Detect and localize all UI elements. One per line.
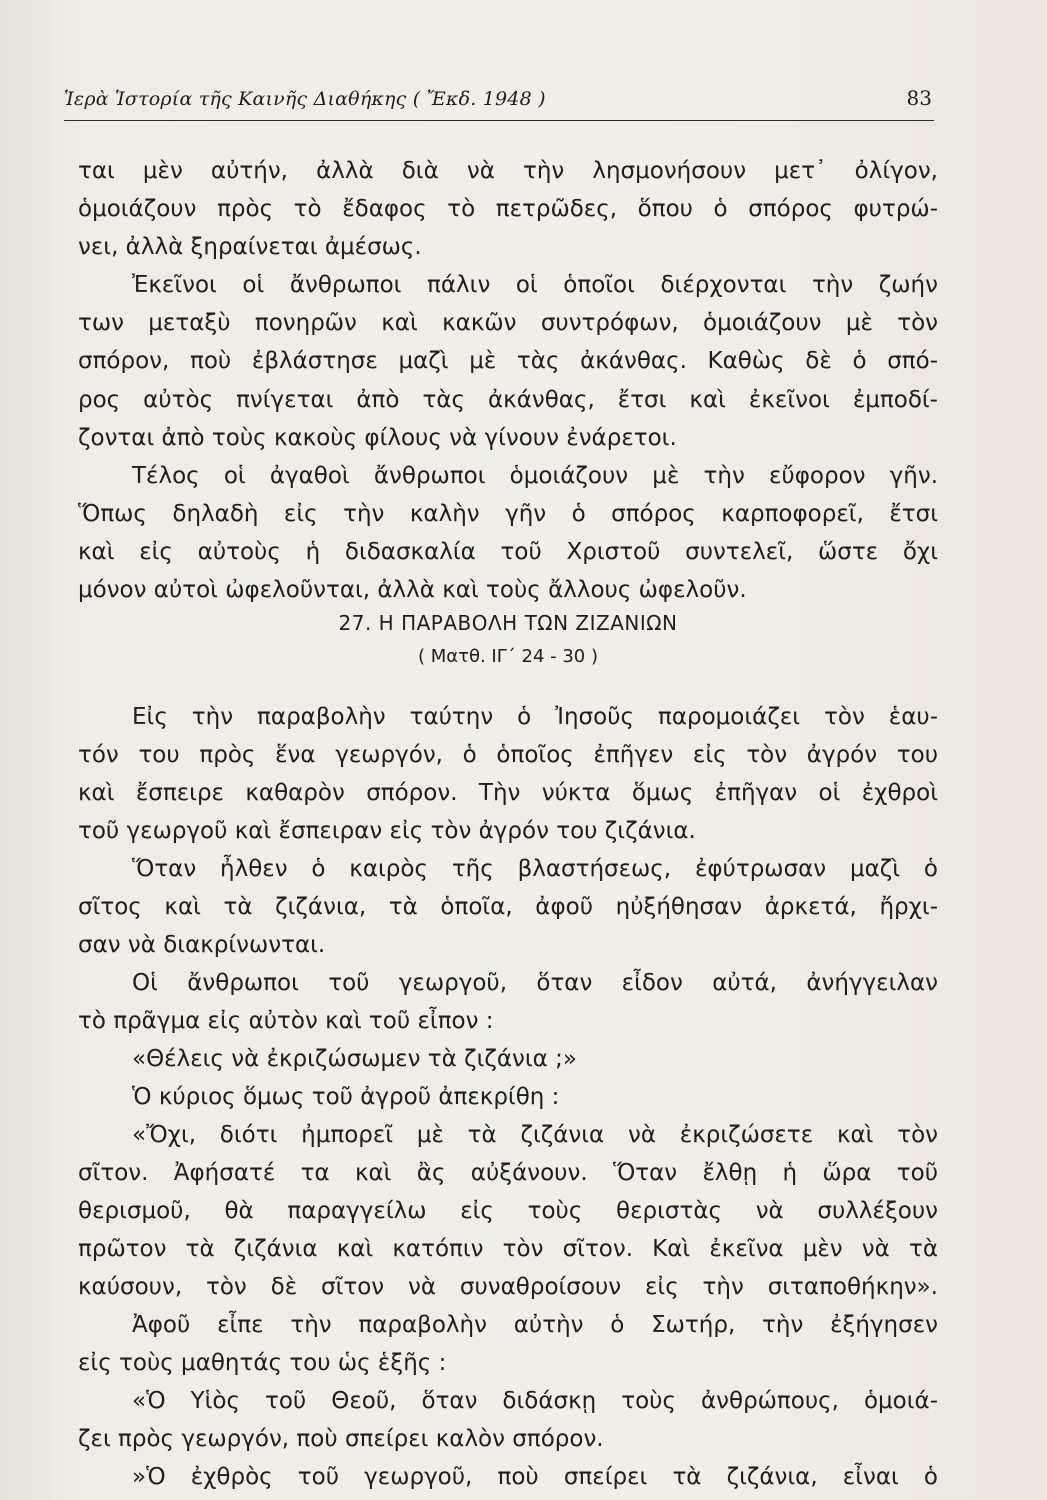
text-line: εἰς τοὺς μαθητάς του ὡς ἑξῆς : [78, 1350, 447, 1376]
text-line: των μεταξὺ πονηρῶν καὶ κακῶν συντρόφων, ὁμοιάζουν μὲ τὸν [78, 310, 938, 336]
text-line: σῖτον. Ἀφήσατέ τα καὶ ἂς αὐξάνουν. Ὅταν ἔλθῃ ἡ ὥρα τοῦ [78, 1160, 938, 1186]
text-line: τὸ πρᾶγμα εἰς αὐτὸν καὶ τοῦ εἶπον : [78, 1008, 494, 1034]
text-line: «Ὁ Υἱὸς τοῦ Θεοῦ, ὅταν διδάσκῃ τοὺς ἀνθρώπους, ὁμοιά- [132, 1388, 938, 1414]
text-line: «Ὄχι, διότι ἠμπορεῖ μὲ τὰ ζιζάνια νὰ ἐκριζώσετε καὶ τὸν [132, 1122, 938, 1148]
text-line: μόνον αὐτοὶ ὠφελοῦνται, ἀλλὰ καὶ τοὺς ἄλλους ὠφελοῦν. [78, 577, 747, 603]
text-line: καύσουν, τὸν δὲ σῖτον νὰ συναθροίσουν εἰς τὴν σιταποθήκην». [78, 1274, 938, 1300]
text-line: καὶ ἔσπειρε καθαρὸν σπόρον. Τὴν νύκτα ὅμως ἐπῆγαν οἱ ἐχθροὶ [78, 780, 938, 806]
scripture-reference: ( Ματθ. ΙΓ΄ 24 - 30 ) [418, 646, 598, 667]
text-line: «Θέλεις νὰ ἐκριζώσωμεν τὰ ζιζάνια ;» [132, 1046, 577, 1072]
text-line: Ἀφοῦ εἶπε τὴν παραβολὴν αὐτὴν ὁ Σωτήρ, τὴν ἐξήγησεν [132, 1312, 938, 1338]
book-title: Ἱερὰ Ἱστορία τῆς Καινῆς Διαθήκης ( Ἔκδ. 1948 ) [64, 88, 546, 110]
text-line: ρος αὐτὸς πνίγεται ἀπὸ τὰς ἀκάνθας, ἔτσι καὶ ἐκεῖνοι ἐμποδί- [78, 387, 938, 413]
running-header [64, 86, 934, 121]
text-line: Τέλος οἱ ἀγαθοὶ ἄνθρωποι ὁμοιάζουν μὲ τὴν εὔφορον γῆν. [132, 463, 938, 489]
text-line: Ὅπως δηλαδὴ εἰς τὴν καλὴν γῆν ὁ σπόρος καρποφορεῖ, ἔτσι [78, 501, 938, 527]
text-line: ζει πρὸς γεωργόν, ποὺ σπείρει καλὸν σπόρον. [78, 1426, 604, 1452]
text-line: τόν του πρὸς ἕνα γεωργόν, ὁ ὁποῖος ἐπῆγεν εἰς τὸν ἀγρόν του [78, 742, 938, 768]
text-line: σῖτος καὶ τὰ ζιζάνια, τὰ ὁποῖα, ἀφοῦ ηὐξήθησαν ἀρκετά, ἤρχι- [78, 894, 938, 920]
text-line: νει, ἀλλὰ ξηραίνεται ἀμέσως. [78, 234, 422, 260]
text-line: καὶ εἰς αὐτοὺς ἡ διδασκαλία τοῦ Χριστοῦ συντελεῖ, ὥστε ὄχι [78, 539, 938, 565]
text-line: τοῦ γεωργοῦ καὶ ἔσπειραν εἰς τὸν ἀγρόν του ζιζάνια. [78, 818, 696, 844]
text-line: Ἐκεῖνοι οἱ ἄνθρωποι πάλιν οἱ ὁποῖοι διέρχονται τὴν ζωήν [132, 272, 938, 298]
section-heading: 27. Η ΠΑΡΑΒΟΛΗ ΤΩΝ ΖΙΖΑΝΙΩΝ [338, 611, 678, 635]
page-number: 83 [906, 86, 932, 110]
text-line: Ὁ κύριος ὅμως τοῦ ἀγροῦ ἀπεκρίθη : [132, 1084, 560, 1110]
text-line: Ὅταν ἦλθεν ὁ καιρὸς τῆς βλαστήσεως, ἐφύτρωσαν μαζὶ ὁ [132, 856, 938, 882]
text-line: σπόρον, ποὺ ἐβλάστησε μαζὶ μὲ τὰς ἀκάνθας. Καθὼς δὲ ὁ σπό- [78, 348, 938, 374]
text-line: Οἱ ἄνθρωποι τοῦ γεωργοῦ, ὅταν εἶδον αὐτά, ἀνήγγειλαν [132, 970, 938, 996]
text-line: θερισμοῦ, θὰ παραγγείλω εἰς τοὺς θεριστὰς νὰ συλλέξουν [78, 1198, 938, 1224]
text-line: ζονται ἀπὸ τοὺς κακοὺς φίλους νὰ γίνουν ἐνάρετοι. [78, 425, 677, 451]
text-line: ὁμοιάζουν πρὸς τὸ ἔδαφος τὸ πετρῶδες, ὅπου ὁ σπόρος φυτρώ- [78, 196, 938, 222]
text-line: ται μὲν αὐτήν, ἀλλὰ διὰ νὰ τὴν λησμονήσουν μετ᾽ ὀλίγον, [78, 158, 938, 184]
text-line: πρῶτον τὰ ζιζάνια καὶ κατόπιν τὸν σῖτον. Καὶ ἐκεῖνα μὲν νὰ τὰ [78, 1236, 938, 1262]
text-line: Εἰς τὴν παραβολὴν ταύτην ὁ Ἰησοῦς παρομοιάζει τὸν ἑαυ- [132, 704, 938, 730]
text-line: σαν νὰ διακρίνωνται. [78, 932, 326, 958]
text-line: »Ὁ ἐχθρὸς τοῦ γεωργοῦ, ποὺ σπείρει τὰ ζιζάνια, εἶναι ὁ [132, 1464, 938, 1490]
